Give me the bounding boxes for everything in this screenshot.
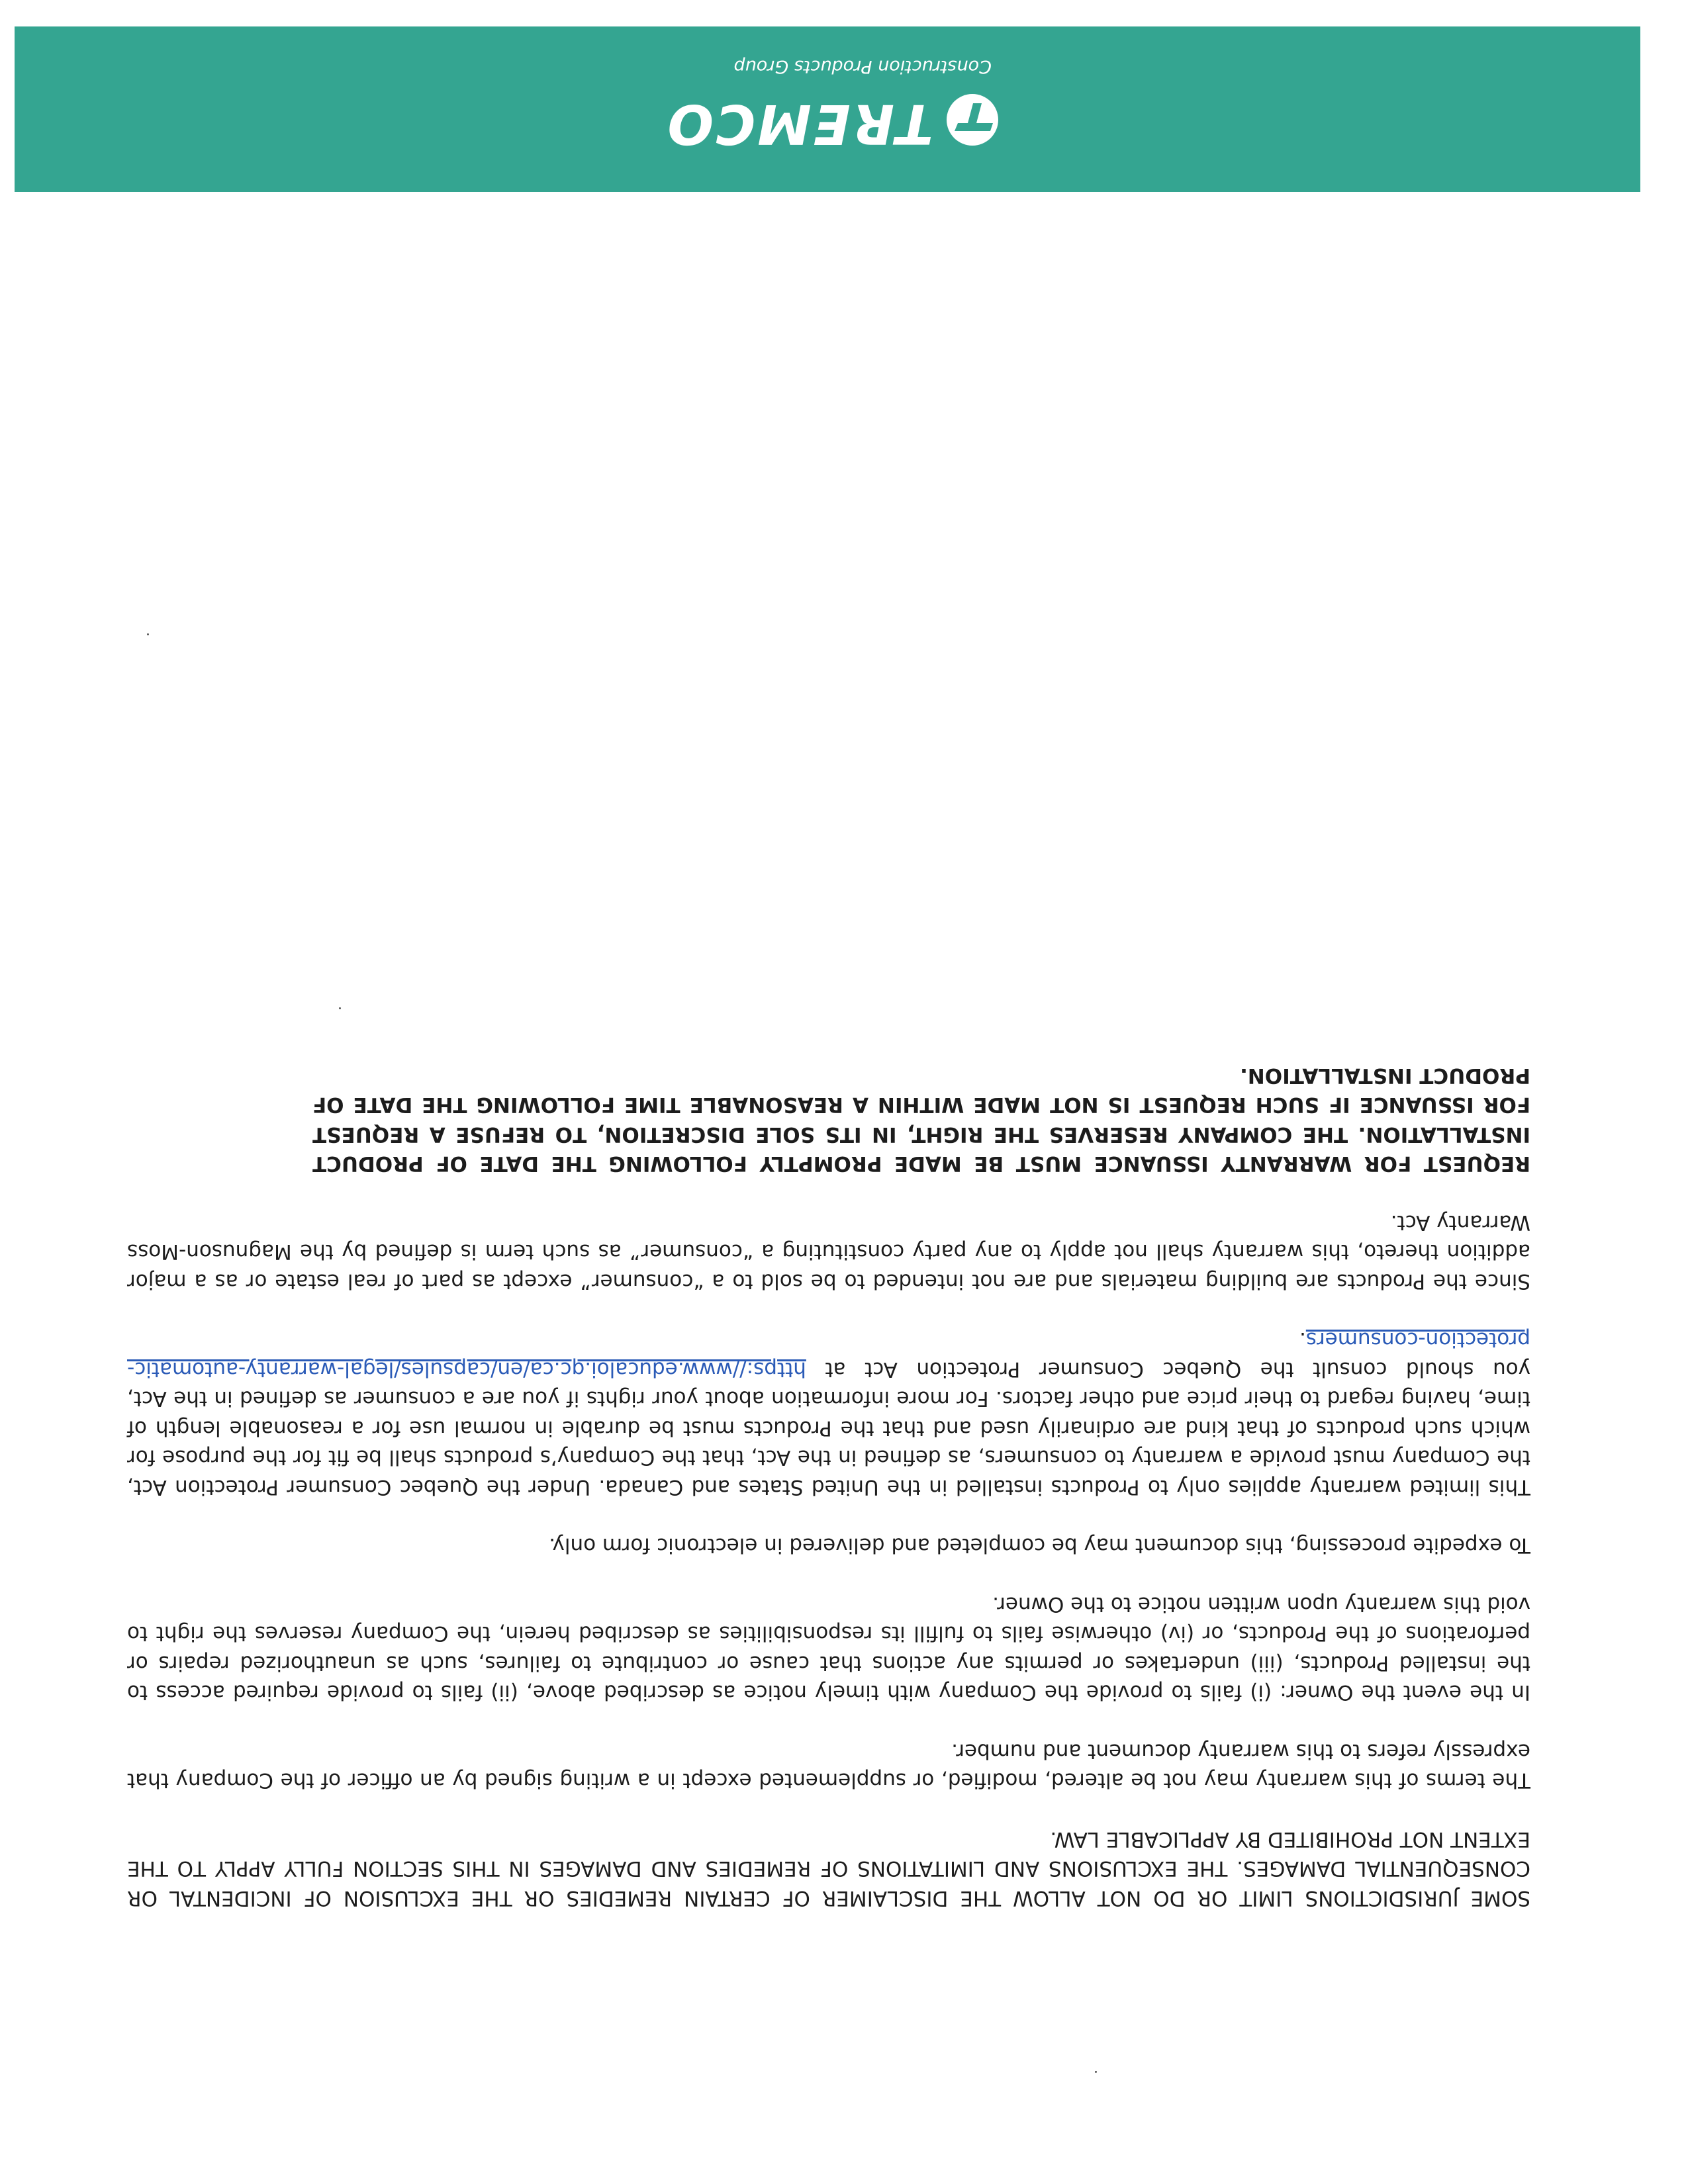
- quebec-tail: .: [1299, 1328, 1306, 1352]
- scan-speck: [1095, 2071, 1097, 2073]
- warranty-body: [127, 1032, 1530, 1913]
- tremco-t-icon: [945, 93, 1000, 147]
- scan-speck: [339, 1007, 341, 1009]
- brand-name: TREMCO: [665, 92, 933, 155]
- jurisdictions-paragraph: SOME JURISDICTIONS LIMIT OR DO NOT ALLOW THE DISCLAIMER OF CERTAIN REMEDIES OR THE EXCLUSION OF INCIDENTAL OR CONSEQUENTIAL DAMAGES. THE EXCLUSIONS AND LIMITATIONS OF REMEDIES AND DAMAGES IN THIS SECTION FULLY APPLY TO THE EXTENT NOT PROHIBITED BY APPLICABLE LAW.: [127, 1827, 1530, 1910]
- electronic-form-paragraph: To expedite processing, this document may be completed and delivered in electronic form only.: [549, 1533, 1530, 1558]
- owner-failure-paragraph: In the event the Owner: (i) fails to provide the Company with timely notice as described above, (ii) fails to provide required access to the installed Products, (iii) undertakes or permits any actions that cause or contribute to failures, such as unauthorized repairs or perforations of the Products, or (iv) otherwise fails to fulfill its responsibilities as described herein, the Company reserves the right to void this warranty upon written notice to the Owner.: [127, 1592, 1530, 1705]
- tremco-logo: [655, 52, 1000, 158]
- quebec-paragraph: [127, 1325, 1530, 1502]
- quebec-act-link[interactable]: https://www.educaloi.qc.ca/en/capsules/legal-warranty-automatic-protection-consumers: [127, 1328, 1530, 1381]
- quebec-text: This limited warranty applies only to Products installed in the United States and Canada. Under the Quebec Consumer Protection Act, the Company must provide a warranty to consumers, as defined in the Act, that the Company’s products shall be fit for the purpose for which such products of that kind are ordinarily used and that the Products must be durable in normal use for a reasonable length of time, having regard to their price and other factors. For more information about your rights if you are a consumer as defined in the Act, you should consult the Quebec Consumer Protection Act at: [127, 1357, 1530, 1499]
- consumer-paragraph: Since the Products are building materials and are not intended to be sold to a “consumer” except as part of real estate or as a major addition thereto, this warranty shall not apply to any party constituting a “consumer” as such term is defined by the Magnuson-Moss Warranty Act.: [127, 1210, 1530, 1293]
- brand-tagline: Construction Products Group: [733, 56, 992, 77]
- scan-speck: [147, 633, 149, 635]
- terms-paragraph: The terms of this warranty may not be altered, modified, or supplemented except in a writing signed by an officer of the Company that expressly refers to this warranty document and number.: [127, 1739, 1530, 1793]
- request-paragraph: REQUEST FOR WARRANTY ISSUANCE MUST BE MADE PROMPTLY FOLLOWING THE DATE OF PRODUCT INSTALLATION. THE COMPANY RESERVES THE RIGHT, IN ITS SOLE DISCRETION, TO REFUSE A REQUEST FOR ISSUANCE IF SUCH REQUEST IS NOT MADE WITHIN A REASONABLE TIME FOLLOWING THE DATE OF PRODUCT INSTALLATION.: [312, 1064, 1530, 1176]
